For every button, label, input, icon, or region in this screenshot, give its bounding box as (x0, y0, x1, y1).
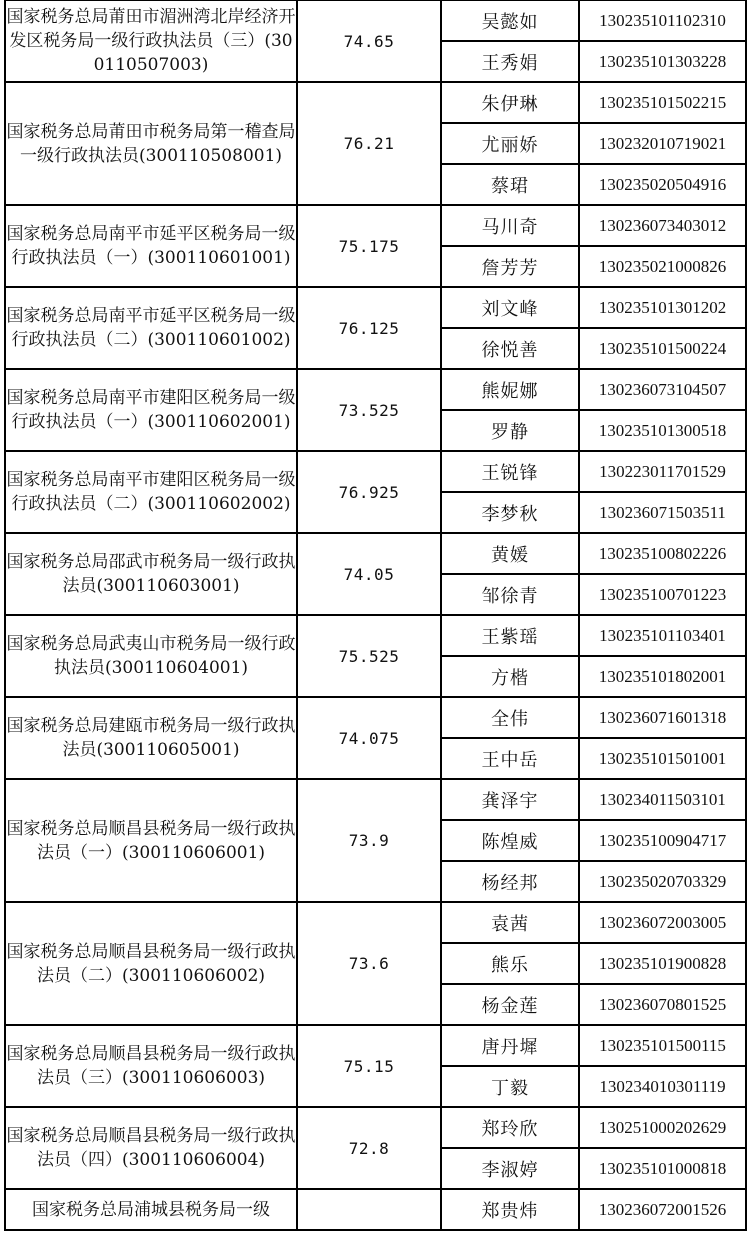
candidate-name-cell: 罗静 (441, 410, 579, 451)
candidate-name-cell: 朱伊琳 (441, 82, 579, 123)
ticket-number-cell: 130235020703329 (579, 861, 746, 902)
ticket-number-cell: 130236073104507 (579, 369, 746, 410)
candidate-name-cell: 徐悦善 (441, 328, 579, 369)
min-score-cell (297, 1189, 441, 1230)
candidate-name-cell: 王锐锋 (441, 451, 579, 492)
min-score-cell: 74.05 (297, 533, 441, 615)
position-name-cell: 国家税务总局南平市延平区税务局一级行政执法员（二）(300110601002) (5, 287, 297, 369)
candidate-name-cell: 郑贵炜 (441, 1189, 579, 1230)
ticket-number-cell: 130235020504916 (579, 164, 746, 205)
candidate-name-cell: 王中岳 (441, 738, 579, 779)
ticket-number-cell: 130235101500115 (579, 1025, 746, 1066)
position-name-cell: 国家税务总局浦城县税务局一级 (5, 1189, 297, 1230)
ticket-number-cell: 130234011503101 (579, 779, 746, 820)
ticket-number-cell: 130236070801525 (579, 984, 746, 1025)
position-name-cell: 国家税务总局建瓯市税务局一级行政执法员(300110605001) (5, 697, 297, 779)
ticket-number-cell: 130235101900828 (579, 943, 746, 984)
position-name-cell: 国家税务总局南平市建阳区税务局一级行政执法员（一）(300110602001) (5, 369, 297, 451)
candidate-name-cell: 袁茜 (441, 902, 579, 943)
candidate-name-cell: 熊妮娜 (441, 369, 579, 410)
candidate-name-cell: 李梦秋 (441, 492, 579, 533)
candidate-name-cell: 杨金莲 (441, 984, 579, 1025)
candidate-name-cell: 吴懿如 (441, 0, 579, 41)
min-score-cell: 74.65 (297, 0, 441, 82)
table-row (5, 533, 746, 574)
candidate-name-cell: 陈煌威 (441, 820, 579, 861)
ticket-number-cell: 130235101102310 (579, 0, 746, 41)
candidate-name-cell: 熊乐 (441, 943, 579, 984)
candidate-name-cell: 蔡珺 (441, 164, 579, 205)
candidate-name-cell: 唐丹墀 (441, 1025, 579, 1066)
position-name-cell: 国家税务总局莆田市税务局第一稽查局一级行政执法员(300110508001) (5, 82, 297, 205)
position-name-cell: 国家税务总局南平市建阳区税务局一级行政执法员（二）(300110602002) (5, 451, 297, 533)
ticket-number-cell: 130235100802226 (579, 533, 746, 574)
min-score-cell: 72.8 (297, 1107, 441, 1189)
candidate-name-cell: 方楷 (441, 656, 579, 697)
min-score-cell: 76.125 (297, 287, 441, 369)
candidate-name-cell: 王紫瑶 (441, 615, 579, 656)
position-name-cell: 国家税务总局邵武市税务局一级行政执法员(300110603001) (5, 533, 297, 615)
ticket-number-cell: 130235101502215 (579, 82, 746, 123)
candidate-name-cell: 全伟 (441, 697, 579, 738)
candidate-name-cell: 刘文峰 (441, 287, 579, 328)
position-name-cell: 国家税务总局顺昌县税务局一级行政执法员（四）(300110606004) (5, 1107, 297, 1189)
candidate-name-cell: 郑玲欣 (441, 1107, 579, 1148)
ticket-number-cell: 130232010719021 (579, 123, 746, 164)
ticket-number-cell: 130235101103401 (579, 615, 746, 656)
position-name-cell: 国家税务总局顺昌县税务局一级行政执法员（三）(300110606003) (5, 1025, 297, 1107)
table-row (5, 369, 746, 410)
min-score-cell: 75.175 (297, 205, 441, 287)
candidate-roster-table (4, 0, 747, 1231)
ticket-number-cell: 130235101301202 (579, 287, 746, 328)
min-score-cell: 74.075 (297, 697, 441, 779)
min-score-cell: 75.525 (297, 615, 441, 697)
ticket-number-cell: 130235101802001 (579, 656, 746, 697)
table-row (5, 615, 746, 656)
candidate-name-cell: 邹徐青 (441, 574, 579, 615)
table-row (5, 697, 746, 738)
candidate-name-cell: 丁毅 (441, 1066, 579, 1107)
table-row (5, 451, 746, 492)
min-score-cell: 73.6 (297, 902, 441, 1025)
table-row (5, 1025, 746, 1066)
ticket-number-cell: 130235101500224 (579, 328, 746, 369)
table-row (5, 205, 746, 246)
ticket-number-cell: 130236072003005 (579, 902, 746, 943)
ticket-number-cell: 130251000202629 (579, 1107, 746, 1148)
table-row (5, 1107, 746, 1148)
ticket-number-cell: 130236072001526 (579, 1189, 746, 1230)
candidate-name-cell: 王秀娟 (441, 41, 579, 82)
ticket-number-cell: 130223011701529 (579, 451, 746, 492)
candidate-name-cell: 龚泽宇 (441, 779, 579, 820)
table-row (5, 779, 746, 820)
min-score-cell: 73.525 (297, 369, 441, 451)
ticket-number-cell: 130236073403012 (579, 205, 746, 246)
ticket-number-cell: 130234010301119 (579, 1066, 746, 1107)
min-score-cell: 75.15 (297, 1025, 441, 1107)
candidate-name-cell: 杨经邦 (441, 861, 579, 902)
roster-body (5, 0, 746, 1230)
candidate-name-cell: 李淑婷 (441, 1148, 579, 1189)
ticket-number-cell: 130235101303228 (579, 41, 746, 82)
candidate-name-cell: 马川奇 (441, 205, 579, 246)
min-score-cell: 76.925 (297, 451, 441, 533)
position-name-cell: 国家税务总局莆田市湄洲湾北岸经济开发区税务局一级行政执法员（三）(300110507003) (5, 0, 297, 82)
candidate-name-cell: 詹芳芳 (441, 246, 579, 287)
candidate-name-cell: 黄媛 (441, 533, 579, 574)
position-name-cell: 国家税务总局顺昌县税务局一级行政执法员（一）(300110606001) (5, 779, 297, 902)
ticket-number-cell: 130235100701223 (579, 574, 746, 615)
position-name-cell: 国家税务总局南平市延平区税务局一级行政执法员（一）(300110601001) (5, 205, 297, 287)
table-row (5, 287, 746, 328)
position-name-cell: 国家税务总局武夷山市税务局一级行政执法员(300110604001) (5, 615, 297, 697)
ticket-number-cell: 130235101501001 (579, 738, 746, 779)
min-score-cell: 76.21 (297, 82, 441, 205)
ticket-number-cell: 130235101300518 (579, 410, 746, 451)
ticket-number-cell: 130236071503511 (579, 492, 746, 533)
ticket-number-cell: 130236071601318 (579, 697, 746, 738)
position-name-cell: 国家税务总局顺昌县税务局一级行政执法员（二）(300110606002) (5, 902, 297, 1025)
candidate-name-cell: 尤丽娇 (441, 123, 579, 164)
table-row (5, 1189, 746, 1230)
table-row (5, 902, 746, 943)
table-row (5, 0, 746, 41)
ticket-number-cell: 130235021000826 (579, 246, 746, 287)
ticket-number-cell: 130235100904717 (579, 820, 746, 861)
table-row (5, 82, 746, 123)
min-score-cell: 73.9 (297, 779, 441, 902)
ticket-number-cell: 130235101000818 (579, 1148, 746, 1189)
